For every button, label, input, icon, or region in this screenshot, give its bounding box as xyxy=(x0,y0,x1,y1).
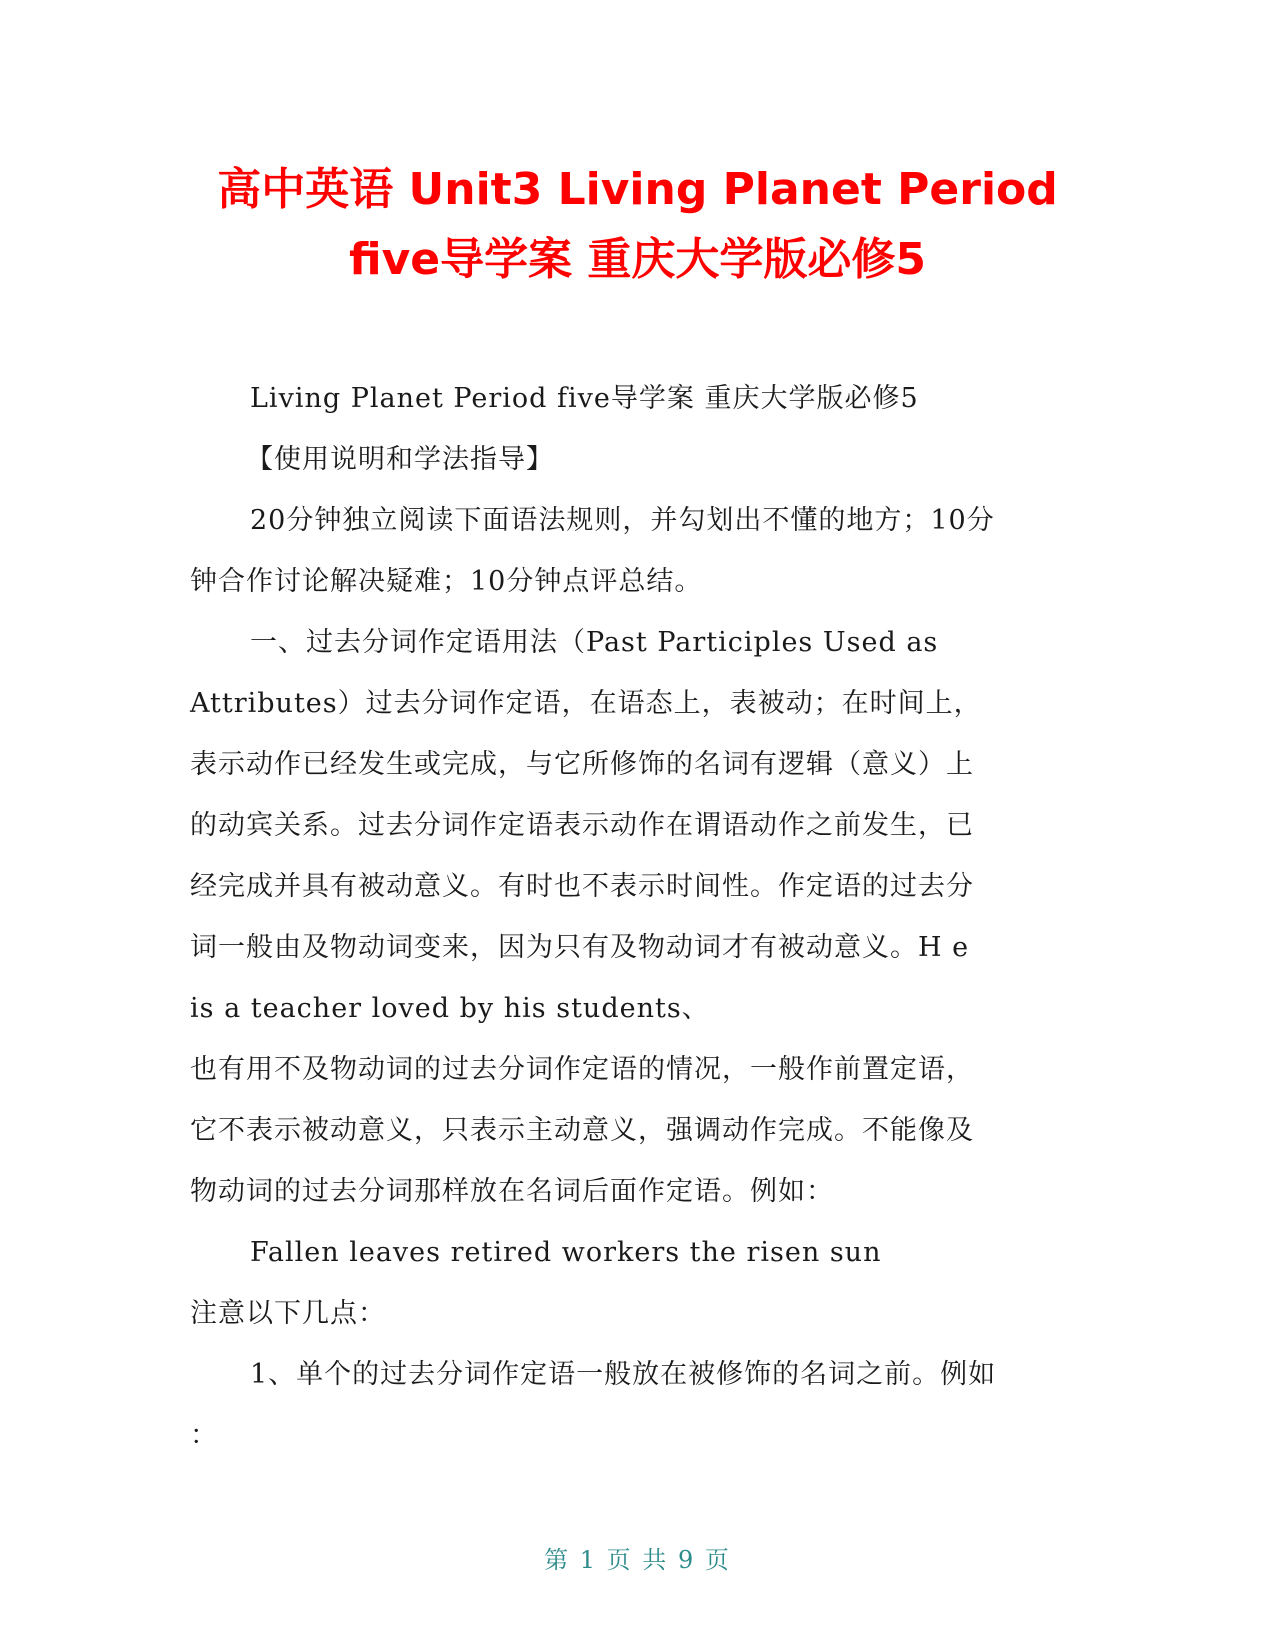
document-title-line-2: five导学案 重庆大学版必修5 xyxy=(348,234,927,285)
body-line: 的动宾关系。过去分词作定语表示动作在谓语动作之前发生，已 xyxy=(190,810,974,841)
body-line: Attributes）过去分词作定语，在语态上，表被动；在时间上， xyxy=(190,688,982,719)
document-body xyxy=(190,368,1085,1466)
document-title-line-1: 高中英语 Unit3 Living Planet Period xyxy=(217,164,1058,215)
body-line: 词一般由及物动词变来，因为只有及物动词才有被动意义。H e xyxy=(190,932,970,963)
body-line: 物动词的过去分词那样放在名词后面作定语。例如： xyxy=(190,1176,834,1207)
body-line: 1、单个的过去分词作定语一般放在被修饰的名词之前。例如 xyxy=(250,1359,997,1390)
body-line: 20分钟独立阅读下面语法规则，并勾划出不懂的地方；10分 xyxy=(250,505,995,536)
page-footer: 第 1 页 共 9 页 xyxy=(544,1546,731,1574)
body-line: 也有用不及物动词的过去分词作定语的情况，一般作前置定语， xyxy=(190,1054,974,1085)
body-line: 注意以下几点： xyxy=(190,1298,386,1329)
body-line: 经完成并具有被动意义。有时也不表示时间性。作定语的过去分 xyxy=(190,871,974,902)
body-line: 表示动作已经发生或完成，与它所修饰的名词有逻辑（意义）上 xyxy=(190,749,974,780)
body-line: 一、过去分词作定语用法（Past Participles Used as xyxy=(250,627,939,658)
body-line: Fallen leaves retired workers the risen sun xyxy=(250,1237,882,1268)
body-line: 钟合作讨论解决疑难；10分钟点评总结。 xyxy=(190,566,703,597)
body-line: 【使用说明和学法指导】 xyxy=(246,444,554,475)
body-line: is a teacher loved by his students、 xyxy=(190,993,710,1024)
body-line: 它不表示被动意义，只表示主动意义，强调动作完成。不能像及 xyxy=(190,1115,974,1146)
body-line: ： xyxy=(190,1420,218,1451)
body-line: Living Planet Period five导学案 重庆大学版必修5 xyxy=(250,383,919,414)
